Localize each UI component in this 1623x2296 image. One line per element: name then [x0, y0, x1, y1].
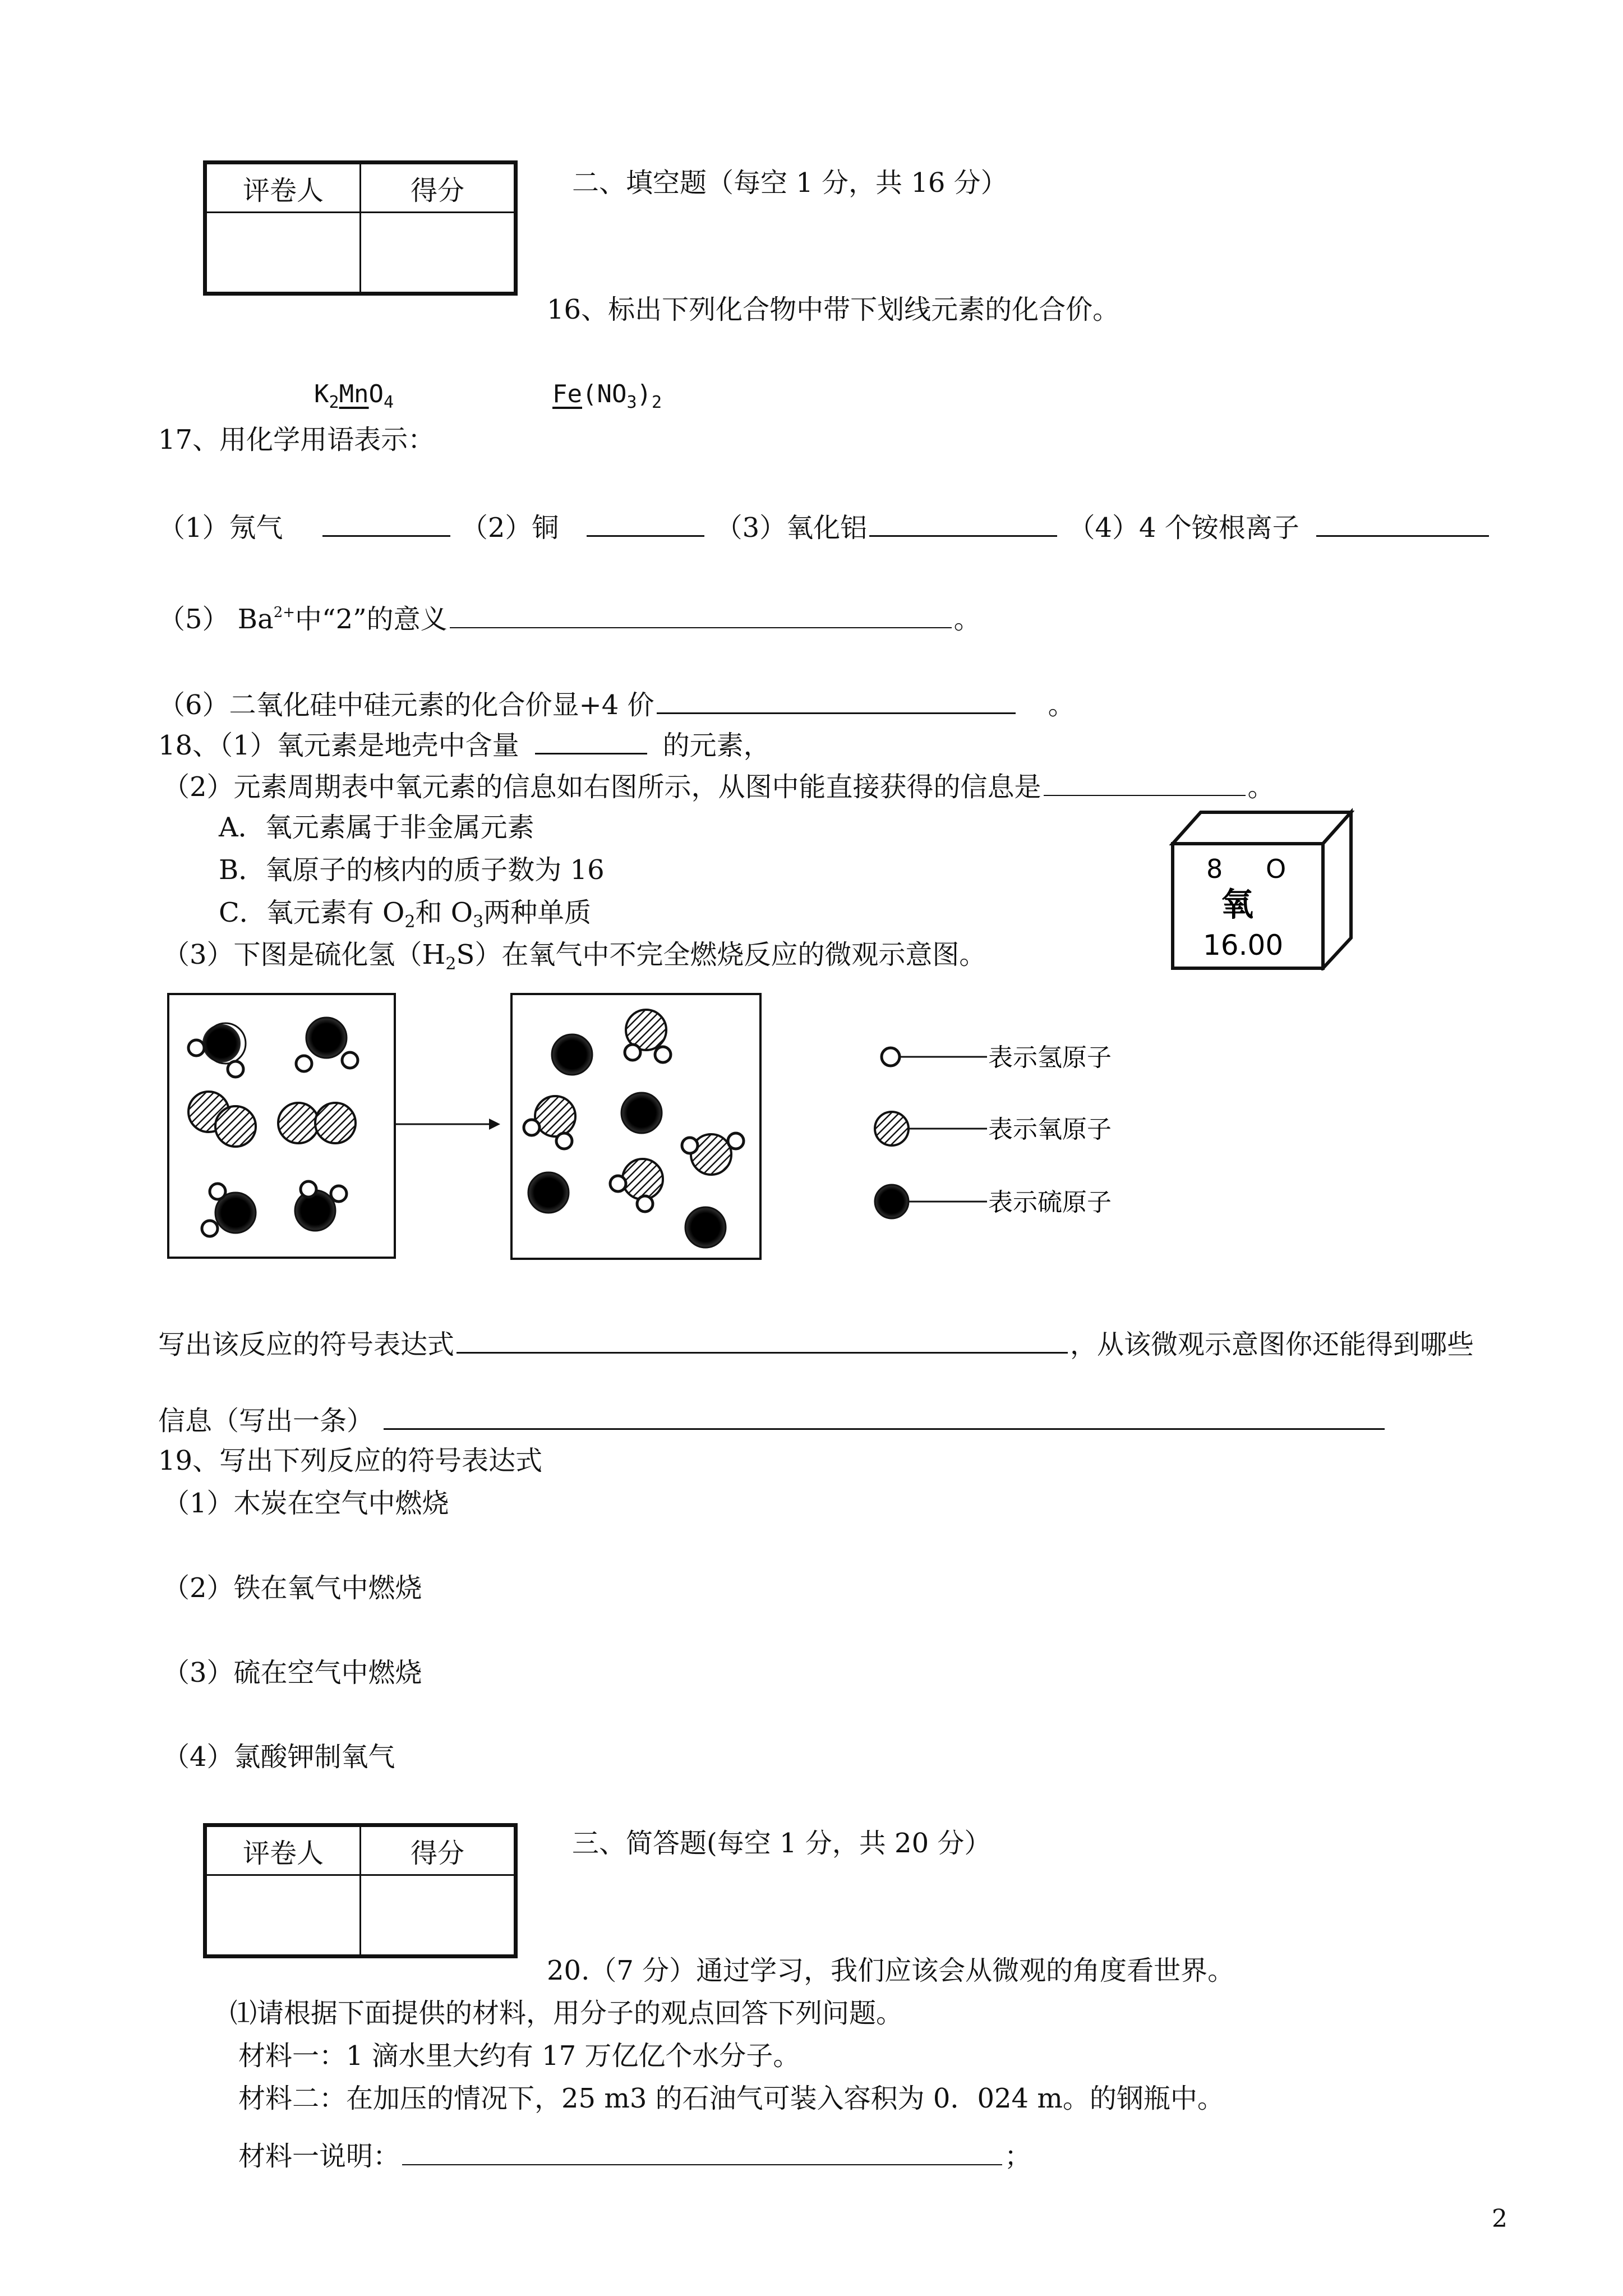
answer-blank[interactable] [322, 508, 450, 537]
formula-k2mno4: $K_2MnO_4$ [314, 380, 394, 412]
legend-oxygen [875, 1112, 1112, 1145]
question-19-item3: （3）硫在空气中燃烧 [163, 1657, 422, 1688]
grader-cell[interactable] [205, 1875, 361, 1957]
question-18-line1: 18、（1）氧元素是地壳中含量 的元素， [158, 726, 771, 762]
grader-header: 评卷人 [205, 1825, 361, 1875]
question-18-line3: （3）下图是硫化氢$(H_2S)$在氧气中不完全燃烧反应的微观示意图。 [163, 939, 986, 974]
question-19-item1: （1）木炭在空气中燃烧 [163, 1488, 449, 1519]
question-16: 16、标出下列化合物中带下划线元素的化合价。 [547, 294, 1120, 325]
score-cell[interactable] [361, 1875, 516, 1957]
score-table [203, 1823, 518, 1958]
legend-sulfur [875, 1185, 1112, 1218]
answer-blank[interactable] [450, 600, 952, 628]
answer-blank[interactable] [384, 1401, 1385, 1430]
answer-blank[interactable] [657, 685, 1016, 714]
question-17-line5: （5） $Ba^{2+}$中“2”的意义 。 [158, 596, 981, 636]
reaction-diagram [157, 982, 1133, 1262]
answer-blank[interactable] [1316, 508, 1489, 537]
section-title: 二、填空题（每空 1 分，共 16 分） [572, 167, 1008, 199]
question-19-item2: （2）铁在氧气中燃烧 [163, 1572, 422, 1604]
section-title: 三、简答题(每空 1 分，共 20 分） [572, 1828, 992, 1859]
info-line: 信息（写出一条） [158, 1401, 1387, 1438]
answer-blank[interactable] [869, 508, 1057, 537]
option-b[interactable]: B．氧原子的核内的质子数为 16 [219, 854, 605, 886]
score-header: 得分 [361, 163, 516, 213]
question-18-line2: （2）元素周期表中氧元素的信息如右图所示，从图中能直接获得的信息是 。 [163, 768, 1275, 804]
grader-cell[interactable] [205, 213, 361, 294]
element-name: 氧 [1221, 885, 1254, 923]
question-19-item4: （4）氯酸钾制氧气 [163, 1741, 395, 1773]
question-20-part1: ⑴请根据下面提供的材料，用分子的观点回答下列问题。 [230, 1998, 903, 2029]
score-header: 得分 [361, 1825, 516, 1875]
option-a[interactable]: A．氧元素属于非金属元素 [219, 812, 534, 843]
svg-text:表示氢原子: 表示氢原子 [988, 1043, 1112, 1072]
element-mass: 16.00 [1203, 929, 1284, 961]
answer-blank[interactable] [402, 2137, 1002, 2165]
material-1-explain: 材料一说明： ； [238, 2137, 1031, 2173]
answer-blank[interactable] [587, 508, 704, 537]
svg-text:表示氧原子: 表示氧原子 [988, 1115, 1112, 1144]
score-table [203, 160, 518, 296]
material-1: 材料一：1 滴水里大约有 17 万亿亿个水分子。 [238, 2040, 800, 2072]
page-number: 2 [1492, 2205, 1507, 2233]
question-19-title: 19、写出下列反应的符号表达式 [158, 1445, 543, 1476]
write-equation-line: 写出该反应的符号表达式 ，从该微观示意图你还能得到哪些 [158, 1325, 1474, 1361]
score-cell[interactable] [361, 213, 516, 294]
element-symbol: O [1266, 854, 1287, 884]
element-card [1169, 808, 1354, 970]
question-20-title: 20.（7 分）通过学习，我们应该会从微观的角度看世界。 [547, 1955, 1235, 1986]
question-17-line1: （1）氖气 （2）铜 （3）氧化铝 （4）4 个铵根离子 [158, 508, 1491, 545]
answer-blank[interactable] [1044, 768, 1246, 796]
legend-hydrogen [882, 1043, 1112, 1072]
option-c[interactable]: C．氧元素有 $O_2$和 $O_3$两种单质 [219, 897, 592, 932]
formula-fe-no3-2: $Fe(NO_3)_2$ [552, 380, 662, 412]
question-17-line6: （6）二氧化硅中硅元素的化合价显+4 价 。 [158, 685, 1075, 722]
answer-blank[interactable] [535, 726, 647, 754]
grader-header: 评卷人 [205, 163, 361, 213]
material-2: 材料二：在加压的情况下，25 m3 的石油气可装入容积为 0．024 m。的钢瓶中。 [238, 2083, 1224, 2114]
element-number: 8 [1206, 854, 1223, 884]
answer-blank[interactable] [457, 1325, 1068, 1354]
question-17-title: 17、用化学用语表示： [158, 424, 435, 455]
svg-text:表示硫原子: 表示硫原子 [988, 1188, 1112, 1217]
